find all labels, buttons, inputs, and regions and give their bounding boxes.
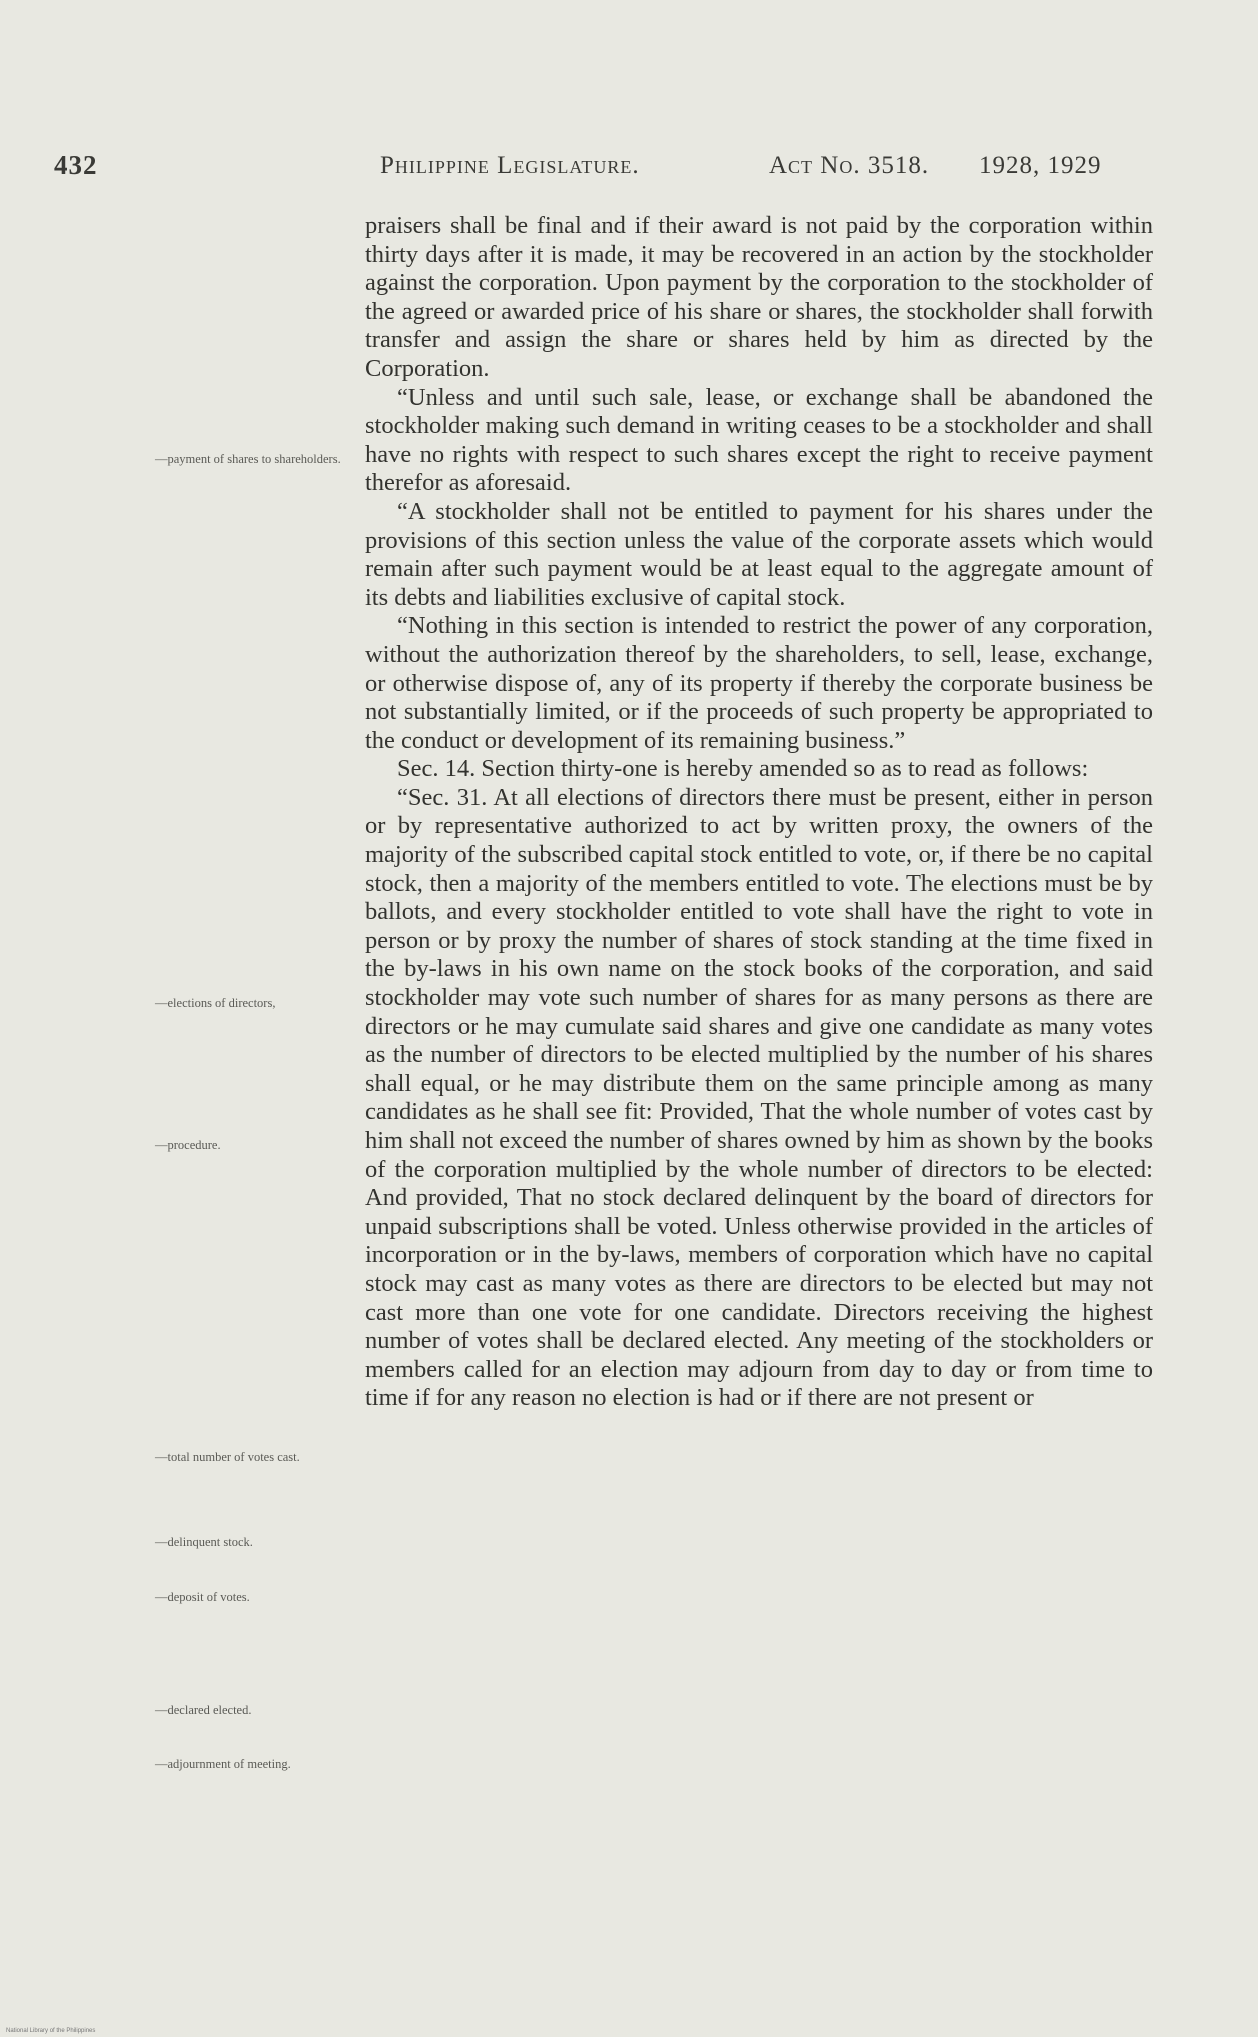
- footer-source: National Library of the Philippines: [6, 2028, 96, 2034]
- page-number: 432: [54, 150, 98, 180]
- paragraph: praisers shall be final and if their award is not paid by the corporation within thirty days after it is made, it may be recovered in an action by the stockholder against the corporation. Upon payment by the corporation to the stockholder of the agreed or awarded price of his share or shares, the stockholder shall forwith transfer and assign the share or shares held by him as directed by the Corporation.: [365, 212, 1153, 382]
- paragraph: “Sec. 31. At all elections of directors there must be present, either in person or by representative authorized to act by written proxy, the owners of the majority of the subscribed capital stock entitled to vote, or, if there be no capital stock, then a majority of the members entitled to vote. The elections must be by ballots, and every stockholder entitled to vote shall have the right to vote in person or by proxy the number of shares of stock standing at the time fixed in the by-laws in his own name on the stock books of the corporation, and said stockholder may vote such number of shares for as many persons as there are directors or he may cumulate said shares and give one candidate as many votes as the number of directors to be elected multiplied by the number of his shares shall equal, or he may distribute them on the same principle among as many candidates as he shall see fit: Provided, That the whole number of votes cast by him shall not exceed the number of shares owned by him as shown by the books of the corporation multiplied by the whole number of directors to be elected: And provided, That no stock declared delinquent by the board of directors for unpaid subscriptions shall be voted. Unless otherwise provided in the articles of incorporation or in the by-laws, members of corporation which have no capital stock may cast as many votes as there are directors to be elected but may not cast more than one vote for one candidate. Directors receiving the highest number of votes shall be declared elected. Any meeting of the stockholders or members called for an election may adjourn from day to day or from time to time if for any reason no election is had or if there are not present or: [365, 783, 1153, 1412]
- section-heading-paragraph: Sec. 14. Section thirty-one is hereby amended so as to read as follows:: [397, 755, 1089, 783]
- body-text: [365, 212, 1153, 1413]
- running-title: Philippine Legislature.: [380, 152, 640, 179]
- marginal-note: —elections of directors,: [155, 996, 276, 1010]
- years: 1928, 1929: [979, 152, 1102, 179]
- running-header: [54, 150, 1134, 190]
- marginal-note: —deposit of votes.: [155, 1590, 250, 1604]
- marginal-note: —adjournment of meeting.: [155, 1757, 291, 1771]
- act-number: Act No. 3518.: [769, 152, 930, 179]
- marginal-note: —delinquent stock.: [155, 1535, 253, 1549]
- marginal-note: —payment of shares to shareholders.: [155, 452, 341, 466]
- paragraph: “Unless and until such sale, lease, or exchange shall be abandoned the stockholder making such demand in writing ceases to be a stockholder and shall have no rights with respect to such shares except the right to receive payment therefor as aforesaid.: [365, 383, 1153, 497]
- marginal-note: —declared elected.: [155, 1703, 252, 1717]
- marginal-note: —procedure.: [155, 1138, 221, 1152]
- paragraph: “A stockholder shall not be entitled to payment for his shares under the provisions of this section unless the value of the corporate assets which would remain after such payment would be at least equal to the aggregate amount of its debts and liabilities exclusive of capital stock.: [365, 497, 1153, 611]
- paragraph: “Nothing in this section is intended to restrict the power of any corporation, without the authorization thereof by the shareholders, to sell, lease, exchange, or otherwise dispose of, any of its property if thereby the corporate business be not substantially limited, or if the proceeds of such property be appropriated to the conduct or development of its remaining business.”: [365, 612, 1153, 754]
- marginal-note: —total number of votes cast.: [155, 1450, 300, 1464]
